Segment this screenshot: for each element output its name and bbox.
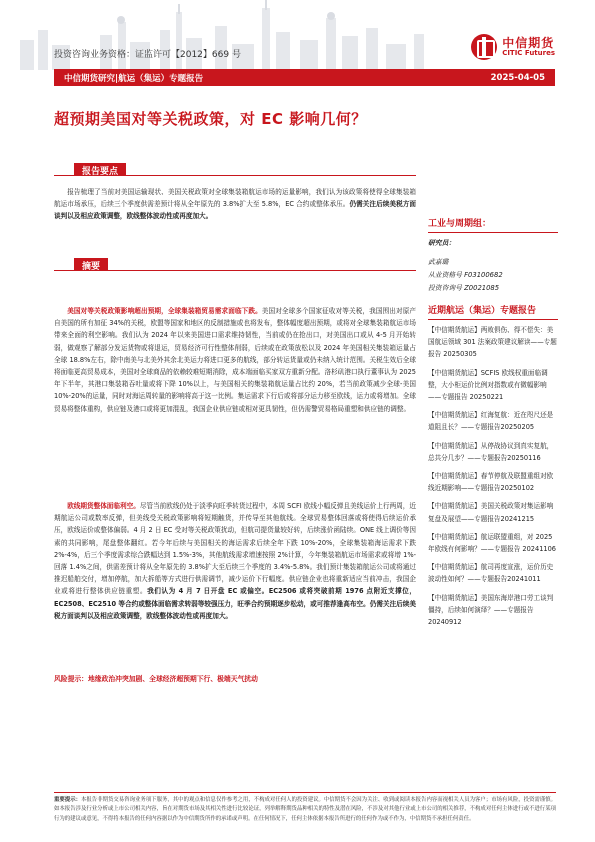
related-reports-panel [428,303,558,634]
related-divider [428,319,558,320]
logo-english-name: CITIC Futures [502,48,555,57]
summary-heading: 报告要点 [74,163,126,176]
related-report-item[interactable]: 【中信期货航运】SCFIS 欧线权重面临调整，大小柜运价比例对指数或有微幅影响——专题报告 20250221 [428,368,548,402]
summary-text: 报告梳理了当前对美国运输现状、美国关税政策对全球集装箱航运市场的运量影响，我们认为该政策将使得全球集装箱航运市场承压，后续三个季度供需差预计将从全年原先的 3.8%扩大至 5.8%，EC 合约或整体承压。 [54,188,416,209]
related-report-item[interactable]: 【中信期货航运】航运联盟重组，对 2025 年欧线有何影响？——专题报告 20241106 [428,532,556,554]
disclaimer-label: 重要提示： [54,797,81,803]
report-category: 中信期货研究|航运（集运）专题报告 [64,73,204,84]
report-title: 超预期美国对等关税政策，对 EC 影响几何？ [54,110,367,128]
abstract-section-header [54,259,416,271]
abstract-p2-bold-3: 仍需关注后续美税方面谈判以及相应政策调整，欧线整体波动性或再度加大。 [54,599,417,620]
team-title: 工业与周期组： [428,219,492,229]
logo-chinese-name: 中信期货 [502,35,555,50]
related-report-item[interactable]: 【中信期货航运】红海复航：近在咫尺还是道阻且长？——专题报告20250205 [428,411,554,432]
researcher-cert-1: 从业资格号 F03100682 [428,271,503,279]
researcher-label: 研究员： [428,239,456,247]
abstract-p2-text: 尽管当前欧线仍处于淡季向旺季转货过程中，本周 SCFI 欧线小幅反弹且美线运价上行两周，近期航运公司或数率反弹，但美线受关税政策影响将短期触货，并传导至其他航线。全球贸易整体回落或将使得后续运价承压，欧线运价或整体偏弱。4 月 2 日 EC 受对等关税政策扰动，但航司提货量较好转，后续涨价函陆续。ONE 线上调价等因素的共同影响，尾盘整体翻红。若今年后续与美国相关的海运需求后续全年下跌 10%-20%，全球集装箱海运需求下跌 2%-4%，后三个季度需求综合跌幅达到 1.5%-3%，其他航线需求增速按照 2%计算，今年集装箱航运市场需求或将增 1%-回落 1.4%之间，供需差预计将从全年原先的 3.8%扩大至后续三个季度的 3.4%-5.8%。我们预计集装箱航运公司或将通过推迟船舶交付，增加停航，加大拆船等方式进行供需调节，减少运价下行幅度。供应链企业也将重新适应当前冲击，我国企业或将进行整体供应链重塑。 [54,502,417,596]
summary-section-header [54,164,416,176]
related-report-item[interactable]: 【中信期货航运】美国东海岸港口劳工谈判僵持，后续如何演绎？——专题报告 20240912 [428,593,554,627]
risk-label: 风险提示： [54,675,88,683]
abstract-p2-bold-2: EC2506 或将突破前期 1976 点附近支撑位，EC2508、EC2510 等合约或整体面临需求转弱等较强压力，旺季合约预期逐步松动，或可推荐逢高布空。 [54,587,416,608]
summary-paragraph [54,186,416,223]
citic-logo-icon [471,34,497,60]
abstract-p1-text: 美国对全球多个国家征收对等关税，我国围出对原产自美国的所有加征 34%的关税，欧盟等国家和地区的反制措施或也将发布，整体幅度超出预期，或将对全球集装箱航运市场带来全面的利空影响。我们认为 2024 年以来美国进口需求维持韧性，当前或仍在抢出口，对美国出口或从 4-5 月开始转弱，做观察了解部分发运货物或将退运，贸易经济可行性整体削弱，后续或在政策放松以及 2024 年美国相关集装箱运量占全球 18.8%左右，除中南美与北美外其余北美运力将进口更多的航线，部分转运货量或仍未纳入统计范围。关税生效后全球将面临更高贸易成本，美国对全球商品的依赖较难短期消除，成本端面临买家双方重新分配。洛杉矶港口执行董事认为 2025 年下半年，其港口集装箱吞吐量或将下降 10%以上，与美国相关的集装箱航运量占比约 20%，若当前政策减少全球-美国 10%-20%的运量，同时对海运周转量的影响将高于这一比例。集运需求下行后或将部分运力移至欧线，运力或将增加。全球贸易将整体重构，供应链及港口或将更加混乱，我国企业供应链或相对更具韧性，但仍需警贸易格局重塑和供应链的调整。 [54,307,416,413]
related-report-item[interactable]: 【中信期货航运】美国关税政策对集运影响复盘及展望——专题报告20241215 [428,502,554,523]
risk-text: 地缘政治冲突加剧、全球经济超预期下行、极端天气扰动 [87,675,258,683]
related-reports-title: 近期航运（集运）专题报告 [428,306,537,316]
license-text: 投资咨询业务资格：证监许可【2012】669 号 [54,50,241,60]
abstract-paragraph-1 [54,305,416,415]
related-report-item[interactable]: 【中信期货航运】航司再度宣涨，运价历史波动性如何？——专题报告20241011 [428,563,554,584]
risk-warning [54,673,258,683]
summary-bold-text: 仍需关注后续美税方面谈判以及相应政策调整，欧线整体波动性或再度加大。 [54,200,416,221]
abstract-paragraph-2 [54,500,416,622]
related-reports-list [428,324,558,628]
report-header-bar [54,69,555,86]
researcher-name: 武嘉璐 [428,258,449,266]
related-report-item[interactable]: 【中信期货航运】从停战协议到真实复航，总共分几步？——专题报告20250116 [428,441,554,462]
author-panel [428,216,558,295]
disclaimer-text: 本报告非期货交易咨询业务项下服务，其中的观点和信息仅作参考之用，不构成对任何人的投资建议。中信期货不会因为关注、收到或阅读本报告内容而视相关人员为客户；市场有风险，投资需谨慎。如本报告涉及行业分析或上市公司相关内容，旨在对期货市场及其相关性进行比较论证，列举解释期货品种相关的特性及潜在风险，不涉及对其他行业或上市公司的相关推荐，不构成对任何主体进行或不进行某项行为的建议或意见，不得将本报告的任何内容据以作为中信期货所作的承诺或声明。在任何情况下，任何主体依据本报告所进行的任何作为或不作为，中信期货不承担任何责任。 [54,797,556,822]
report-date: 2025-04-05 [490,72,545,83]
team-divider [428,232,558,233]
abstract-p2-lead: 欧线期货整体面临利空。 [67,502,140,510]
abstract-p2-bold-1: 我们认为 4 月 7 日开盘 EC 或偏空。 [147,587,269,596]
related-report-item[interactable]: 【中信期货航运】春节停航及联盟重组对欧线近期影响——专题报告20250102 [428,472,554,493]
abstract-p1-lead: 美国对等关税政策影响超出预期，全球集装箱贸易需求面临下跌。 [67,307,262,315]
researcher-cert-2: 投资咨询号 Z0021085 [428,284,500,292]
related-report-item[interactable]: 【中信期货航运】两败俱伤、得不偿失：美国航运领域 301 法案政策建议解读——专题报告 20250305 [428,326,557,359]
disclaimer [54,792,556,824]
abstract-heading: 摘要 [74,258,108,271]
company-logo [471,34,555,60]
